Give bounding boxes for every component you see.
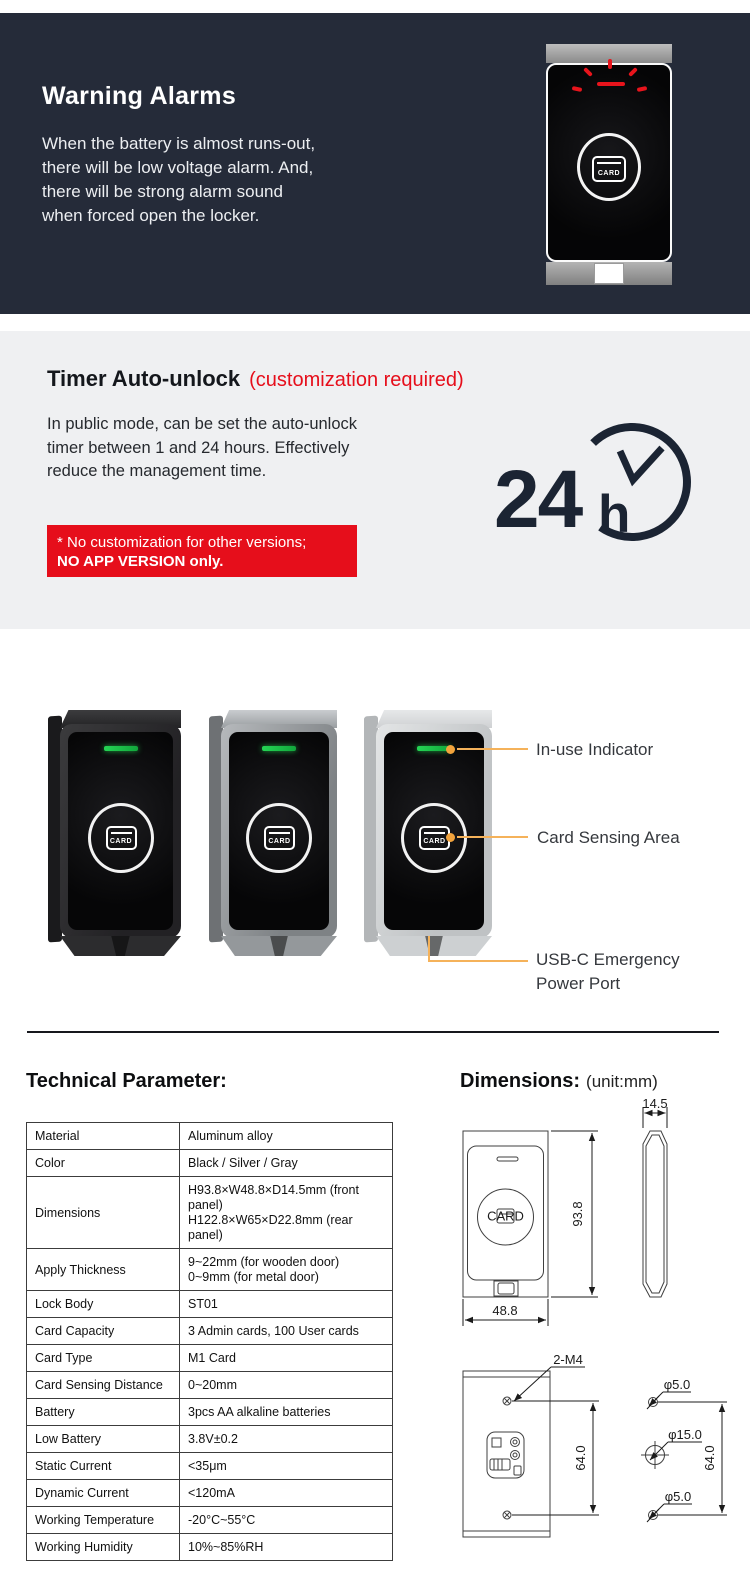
card-icon — [592, 156, 626, 182]
table-row — [27, 1345, 393, 1372]
callout-vline-usb — [428, 936, 430, 962]
timer-title-note: (customization required) — [249, 369, 464, 391]
table-row — [27, 1249, 393, 1291]
badge-24: 24 — [494, 454, 582, 545]
table-row — [27, 1150, 393, 1177]
callout-dot-sensing — [446, 833, 455, 842]
spec-value: Black / Silver / Gray — [180, 1150, 393, 1177]
table-row — [27, 1453, 393, 1480]
hole-top-label: φ5.0 — [663, 1377, 691, 1392]
card-icon-label: CARD — [109, 838, 133, 845]
spec-label: Color — [27, 1150, 180, 1177]
spec-value: 10%~85%RH — [180, 1534, 393, 1561]
spec-value: Aluminum alloy — [180, 1123, 393, 1150]
table-row — [27, 1480, 393, 1507]
clock-icon — [555, 412, 705, 547]
callout-line-indicator — [457, 748, 528, 750]
no-customization-alert — [47, 525, 357, 577]
card-stripe-icon — [111, 832, 132, 834]
hero-device-image — [546, 44, 672, 285]
spec-value: H93.8×W48.8×D14.5mm (front panel) H122.8×W65×D22.8mm (rear panel) — [180, 1177, 393, 1249]
dimensions-unit: (unit:mm) — [586, 1072, 658, 1091]
spec-label: Low Battery — [27, 1426, 180, 1453]
device-screen — [229, 732, 329, 930]
device-black — [44, 708, 183, 956]
spec-label: Static Current — [27, 1453, 180, 1480]
spec-label: Material — [27, 1123, 180, 1150]
table-row — [27, 1426, 393, 1453]
card-icon — [106, 826, 137, 850]
callout-label-sensing: Card Sensing Area — [537, 828, 680, 847]
spec-label: Card Type — [27, 1345, 180, 1372]
card-icon-label: CARD — [268, 838, 291, 845]
spec-label: Apply Thickness — [27, 1249, 180, 1291]
spec-label: Working Humidity — [27, 1534, 180, 1561]
badge-hour-unit: h — [598, 485, 631, 544]
spec-value: M1 Card — [180, 1345, 393, 1372]
device-screen — [384, 732, 484, 930]
timer-title-row — [47, 366, 464, 392]
warning-alarms-title: Warning Alarms — [42, 82, 237, 110]
callout-dot-indicator — [446, 745, 455, 754]
rear-dimension-lines — [512, 1367, 599, 1515]
device-front-face — [60, 724, 181, 938]
section-divider — [27, 1031, 719, 1033]
device-screen — [68, 732, 173, 930]
technical-parameter-table — [26, 1122, 393, 1561]
spec-value: <35μm — [180, 1453, 393, 1480]
device-usb-notch — [108, 936, 132, 956]
rear-view-drawing — [463, 1371, 550, 1537]
timer-line-1: In public mode, can be set the auto-unlock — [47, 415, 358, 433]
spec-label: Dynamic Current — [27, 1480, 180, 1507]
alert-line-1: * No customization for other versions; — [57, 534, 307, 551]
front-height-label: 93.8 — [570, 1201, 585, 1227]
device-bottom-face — [60, 936, 181, 956]
dimension-drawings — [440, 1090, 750, 1560]
front-card-label: CARD — [487, 1208, 524, 1224]
device-bottom-face — [376, 936, 492, 956]
in-use-indicator-led — [262, 746, 296, 751]
dimensions-title: Dimensions: — [460, 1070, 581, 1092]
table-row — [27, 1507, 393, 1534]
card-icon — [264, 826, 295, 850]
callout-label-usb: USB-C Emergency Power Port — [536, 950, 680, 993]
alarm-ray-top-icon — [608, 59, 612, 69]
table-row — [27, 1177, 393, 1249]
spec-label: Working Temperature — [27, 1507, 180, 1534]
spec-label: Card Sensing Distance — [27, 1372, 180, 1399]
spec-label: Card Capacity — [27, 1318, 180, 1345]
warning-line-4: when forced open the locker. — [42, 206, 260, 225]
alert-line-2: NO APP VERSION only. — [57, 553, 224, 570]
side-view-drawing — [643, 1131, 667, 1297]
warning-alarms-paragraph — [42, 132, 315, 228]
alarm-led-bar — [597, 82, 625, 86]
in-use-indicator-led — [104, 746, 138, 751]
table-row — [27, 1372, 393, 1399]
table-row — [27, 1318, 393, 1345]
table-row — [27, 1123, 393, 1150]
table-row — [27, 1534, 393, 1561]
warning-line-1: When the battery is almost runs-out, — [42, 134, 316, 153]
card-stripe-icon — [424, 832, 445, 834]
rear-screw-label: 2-M4 — [553, 1352, 583, 1367]
spec-value: 0~20mm — [180, 1372, 393, 1399]
timer-line-2: timer between 1 and 24 hours. Effectively — [47, 438, 350, 457]
front-width-label: 48.8 — [492, 1303, 518, 1318]
callout-label-indicator: In-use Indicator — [536, 740, 654, 759]
hero-usb-port — [594, 263, 624, 284]
hole-mid-label: φ15.0 — [668, 1427, 702, 1442]
spec-value: 3pcs AA alkaline batteries — [180, 1399, 393, 1426]
technical-parameter-title: Technical Parameter: — [26, 1070, 227, 1092]
spec-label: Lock Body — [27, 1291, 180, 1318]
spec-value: 9~22mm (for wooden door) 0~9mm (for metal door) — [180, 1249, 393, 1291]
spec-value: ST01 — [180, 1291, 393, 1318]
device-gray — [205, 708, 339, 956]
timer-paragraph — [47, 413, 357, 484]
spec-value: -20°C~55°C — [180, 1507, 393, 1534]
device-front-face — [221, 724, 337, 938]
card-icon-label: CARD — [597, 170, 621, 177]
callout-line-usb — [428, 960, 528, 962]
device-silver — [360, 708, 494, 956]
side-depth-label: 14.5 — [642, 1096, 668, 1111]
spec-value: 3.8V±0.2 — [180, 1426, 393, 1453]
template-height-label: 64.0 — [702, 1445, 717, 1471]
card-stripe-icon — [269, 832, 290, 834]
device-front-face — [376, 724, 492, 938]
spec-value: <120mA — [180, 1480, 393, 1507]
callout-line-sensing — [457, 836, 528, 838]
warning-line-3: there will be strong alarm sound — [42, 182, 283, 201]
warning-line-2: there will be low voltage alarm. And, — [42, 158, 314, 177]
table-row — [27, 1399, 393, 1426]
spec-value: 3 Admin cards, 100 User cards — [180, 1318, 393, 1345]
hole-bottom-label: φ5.0 — [664, 1489, 692, 1504]
card-icon-label: CARD — [423, 838, 446, 845]
timer-title: Timer Auto-unlock — [47, 366, 241, 391]
spec-label: Battery — [27, 1399, 180, 1426]
rear-height-label: 64.0 — [573, 1445, 588, 1471]
table-row — [27, 1291, 393, 1318]
device-usb-notch — [422, 936, 445, 956]
device-bottom-face — [221, 936, 337, 956]
timer-line-3: reduce the management time. — [47, 462, 267, 480]
card-stripe-icon — [597, 162, 621, 164]
device-usb-notch — [267, 936, 290, 956]
spec-label: Dimensions — [27, 1177, 180, 1249]
